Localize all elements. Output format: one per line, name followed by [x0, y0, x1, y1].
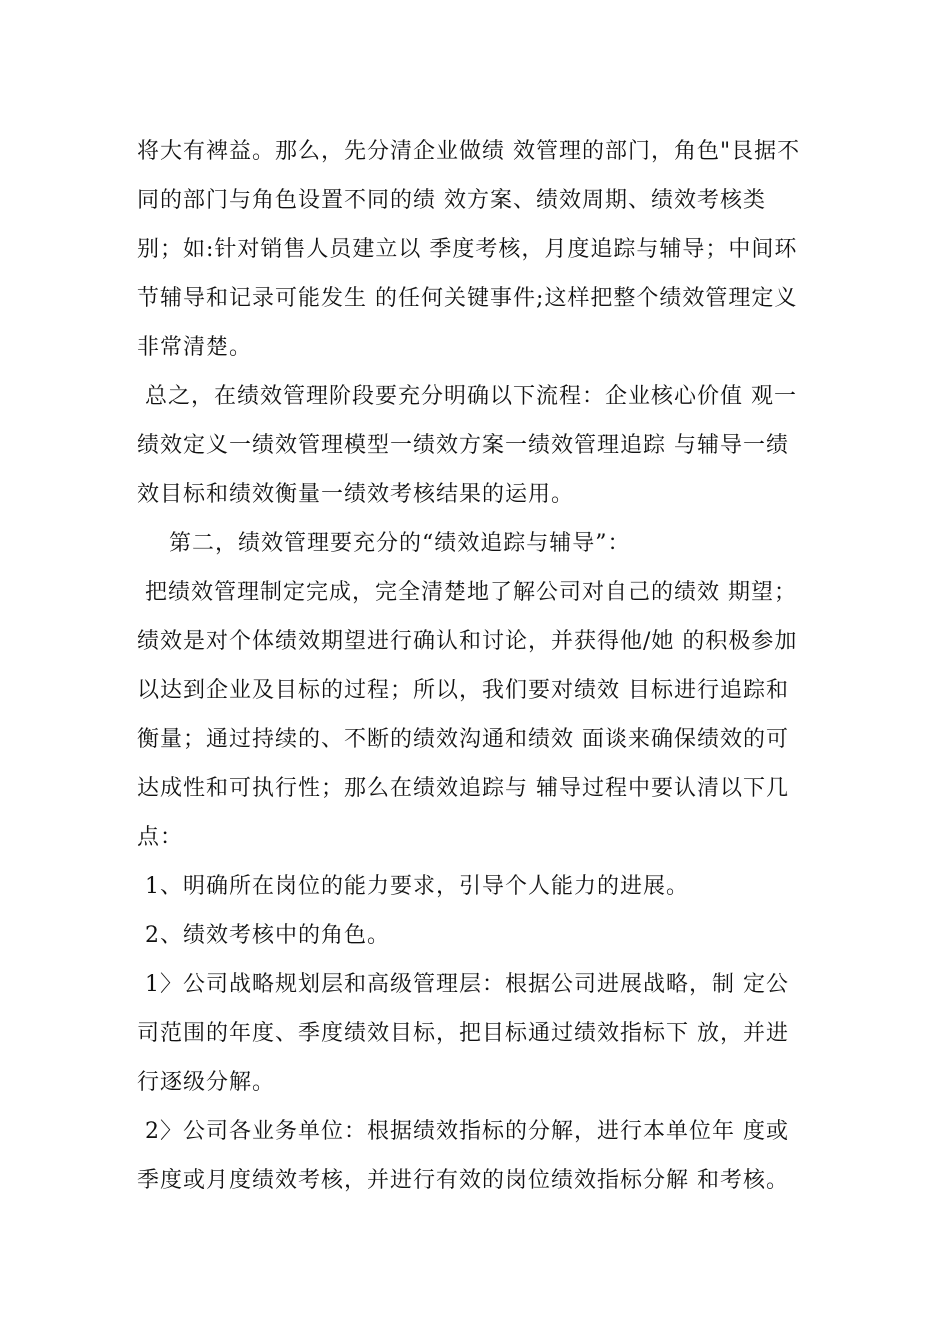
text-line: 将大有裨益。那么，先分清企业做绩 效管理的部门，角色"艮据不 [137, 139, 801, 164]
text-line: 绩效是对个体绩效期望进行确认和讨论，并获得他/她 的积极参加 [137, 629, 798, 654]
text-line: 别；如:针对销售人员建立以 季度考核，月度追踪与辅导；中间环 [137, 237, 798, 262]
text-line: 把绩效管理制定完成，完全清楚地了解公司对自己的绩效 期望； [137, 580, 797, 605]
text-line: 达成性和可执行性；那么在绩效追踪与 辅导过程中要认清以下几 [137, 776, 789, 801]
text-line: 衡量；通过持续的、不断的绩效沟通和绩效 面谈来确保绩效的可 [137, 727, 789, 752]
text-line: 非常清楚。 [137, 335, 253, 360]
list-item: 2、绩效考核中的角色。 [137, 923, 390, 948]
text-line: 同的部门与角色设置不同的绩 效方案、绩效周期、绩效考核类 [137, 188, 766, 213]
section-heading: 第二，绩效管理要充分的“绩效追踪与辅导”： [137, 531, 631, 556]
text-line: 效目标和绩效衡量一绩效考核结果的运用。 [137, 482, 575, 507]
text-line: 绩效定义一绩效管理模型一绩效方案一绩效管理追踪 与辅导一绩 [137, 433, 789, 458]
text-line: 季度或月度绩效考核，并进行有效的岗位绩效指标分解 和考核。 [137, 1168, 789, 1193]
text-line: 点： [137, 825, 184, 850]
list-item: 1〉公司战略规划层和高级管理层：根据公司进展战略，制 定公 [137, 972, 789, 997]
list-item: 1、明确所在岗位的能力要求，引导个人能力的进展。 [137, 874, 689, 899]
text-line: 行逐级分解。 [137, 1070, 276, 1095]
list-item: 2〉公司各业务单位：根据绩效指标的分解，进行本单位年 度或 [137, 1119, 789, 1144]
text-line: 司范围的年度、季度绩效目标，把目标通过绩效指标下 放，并进 [137, 1021, 789, 1046]
text-line: 节辅导和记录可能发生 的任何关键事件;这样把整个绩效管理定义 [137, 286, 798, 311]
text-line: 总之，在绩效管理阶段要充分明确以下流程：企业核心价值 观一 [137, 384, 797, 409]
document-body [137, 127, 837, 1205]
text-line: 以达到企业及目标的过程；所以，我们要对绩效 目标进行追踪和 [137, 678, 789, 703]
